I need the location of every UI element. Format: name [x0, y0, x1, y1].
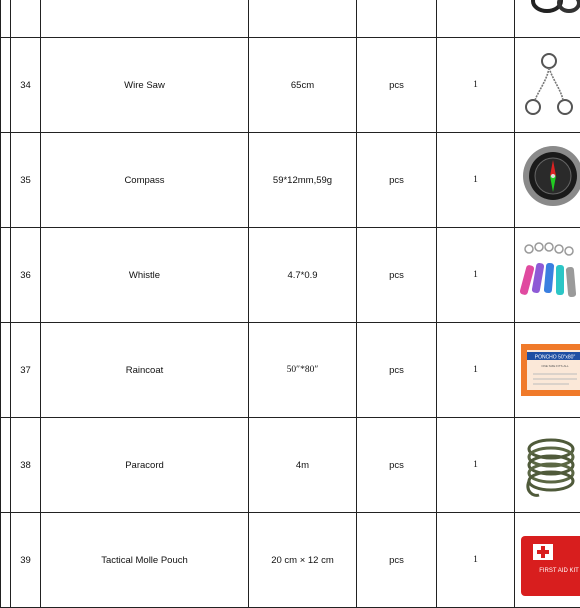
- first-aid-pouch-icon: [519, 520, 580, 600]
- item-name: Wire Saw: [41, 38, 249, 133]
- svg-text:PONCHO 50"x80": PONCHO 50"x80": [535, 355, 576, 361]
- item-name: Tactical Molle Pouch: [41, 513, 249, 608]
- item-name: Paracord: [41, 418, 249, 513]
- row-number: 39: [11, 513, 41, 608]
- item-unit: pcs: [357, 513, 437, 608]
- item-spec: 59*12mm,59g: [249, 133, 357, 228]
- item-spec: 50″*80″: [249, 323, 357, 418]
- item-unit: pcs: [357, 323, 437, 418]
- row-number: 34: [11, 38, 41, 133]
- table-row: [1, 513, 580, 608]
- item-image: [515, 38, 580, 133]
- paracord-coil-icon: [519, 425, 580, 505]
- item-unit: pcs: [357, 418, 437, 513]
- table-row: [1, 228, 580, 323]
- svg-text:ONE SIZE FITS ALL: ONE SIZE FITS ALL: [541, 364, 569, 368]
- item-spec: 65cm: [249, 38, 357, 133]
- item-name: Compass: [41, 133, 249, 228]
- item-qty: 1: [437, 133, 515, 228]
- item-spec: 4m: [249, 418, 357, 513]
- item-qty: 1: [437, 418, 515, 513]
- compass-icon: [519, 140, 580, 220]
- svg-text:FIRST AID KIT: FIRST AID KIT: [539, 568, 579, 574]
- item-qty: 1: [437, 228, 515, 323]
- item-unit: pcs: [357, 133, 437, 228]
- wire-saw-icon: [519, 45, 580, 125]
- row-number: 36: [11, 228, 41, 323]
- item-spec: 4.7*0.9: [249, 228, 357, 323]
- table-row: [1, 133, 580, 228]
- item-name: Raincoat: [41, 323, 249, 418]
- row-number: 38: [11, 418, 41, 513]
- table-row: [1, 323, 580, 418]
- carabiner-image: [515, 0, 580, 38]
- item-unit: pcs: [357, 228, 437, 323]
- item-image: [515, 418, 580, 513]
- item-spec: 20 cm × 12 cm: [249, 513, 357, 608]
- item-image: [515, 228, 580, 323]
- item-qty: 1: [437, 38, 515, 133]
- table-row-previous: [1, 0, 580, 38]
- item-image: [515, 513, 580, 608]
- carabiner-icon: [519, 0, 580, 37]
- item-image: [515, 133, 580, 228]
- poncho-pack-icon: [519, 330, 580, 410]
- whistles-icon: [519, 235, 580, 315]
- row-number: 37: [11, 323, 41, 418]
- item-qty: 1: [437, 323, 515, 418]
- item-unit: pcs: [357, 38, 437, 133]
- item-qty: 1: [437, 513, 515, 608]
- table-row: [1, 38, 580, 133]
- item-image: [515, 323, 580, 418]
- table-row: [1, 418, 580, 513]
- row-number: 35: [11, 133, 41, 228]
- item-name: Whistle: [41, 228, 249, 323]
